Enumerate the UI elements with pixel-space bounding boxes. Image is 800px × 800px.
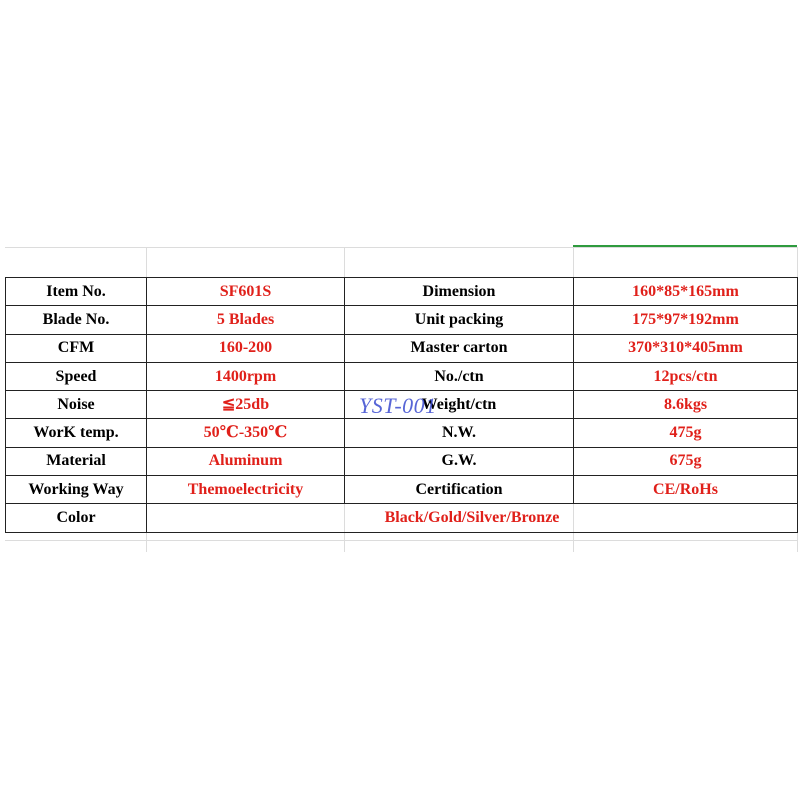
spec-label: Dimension — [345, 278, 574, 306]
spec-label: Blade No. — [6, 306, 147, 334]
spec-value-color: Black/Gold/Silver/Bronze — [147, 504, 798, 532]
grid-line — [5, 540, 797, 541]
watermark: YST-001 — [359, 393, 437, 418]
spec-value: 160*85*165mm — [574, 278, 798, 306]
spec-value: 1400rpm — [147, 362, 345, 390]
spec-label: Color — [6, 504, 147, 532]
spec-value: Aluminum — [147, 447, 345, 475]
grid-line — [5, 247, 797, 248]
spec-value: 175*97*192mm — [574, 306, 798, 334]
spec-label: WorK temp. — [6, 419, 147, 447]
table-row — [6, 306, 798, 334]
spec-value: 50℃-350℃ — [147, 419, 345, 447]
spec-value: 160-200 — [147, 334, 345, 362]
spec-value: 8.6kgs — [574, 391, 798, 419]
spec-table — [5, 277, 798, 533]
spec-value: SF601S — [147, 278, 345, 306]
selection-edge — [573, 245, 797, 247]
spec-label: Weight/ctn — [345, 391, 574, 419]
spec-label: G.W. — [345, 447, 574, 475]
spec-value: 475g — [574, 419, 798, 447]
table-row — [6, 447, 798, 475]
spec-label: Unit packing — [345, 306, 574, 334]
spec-value: 5 Blades — [147, 306, 345, 334]
spec-label: Material — [6, 447, 147, 475]
table-row — [6, 362, 798, 390]
spec-value: ≦25db — [147, 391, 345, 419]
table-row-color — [6, 504, 798, 532]
spec-value: Themoelectricity — [147, 476, 345, 504]
spec-label: Working Way — [6, 476, 147, 504]
spec-value: 370*310*405mm — [574, 334, 798, 362]
spec-value: 675g — [574, 447, 798, 475]
spec-label: Item No. — [6, 278, 147, 306]
spec-label: CFM — [6, 334, 147, 362]
spec-value: CE/RoHs — [574, 476, 798, 504]
spec-value: 12pcs/ctn — [574, 362, 798, 390]
spec-label: N.W. — [345, 419, 574, 447]
spec-label: Master carton — [345, 334, 574, 362]
spec-label: Speed — [6, 362, 147, 390]
table-row — [6, 476, 798, 504]
spec-label: No./ctn — [345, 362, 574, 390]
spec-label: Certification — [345, 476, 574, 504]
table-row — [6, 419, 798, 447]
spec-label: Noise — [6, 391, 147, 419]
table-row — [6, 334, 798, 362]
table-row — [6, 391, 798, 419]
table-row — [6, 278, 798, 306]
